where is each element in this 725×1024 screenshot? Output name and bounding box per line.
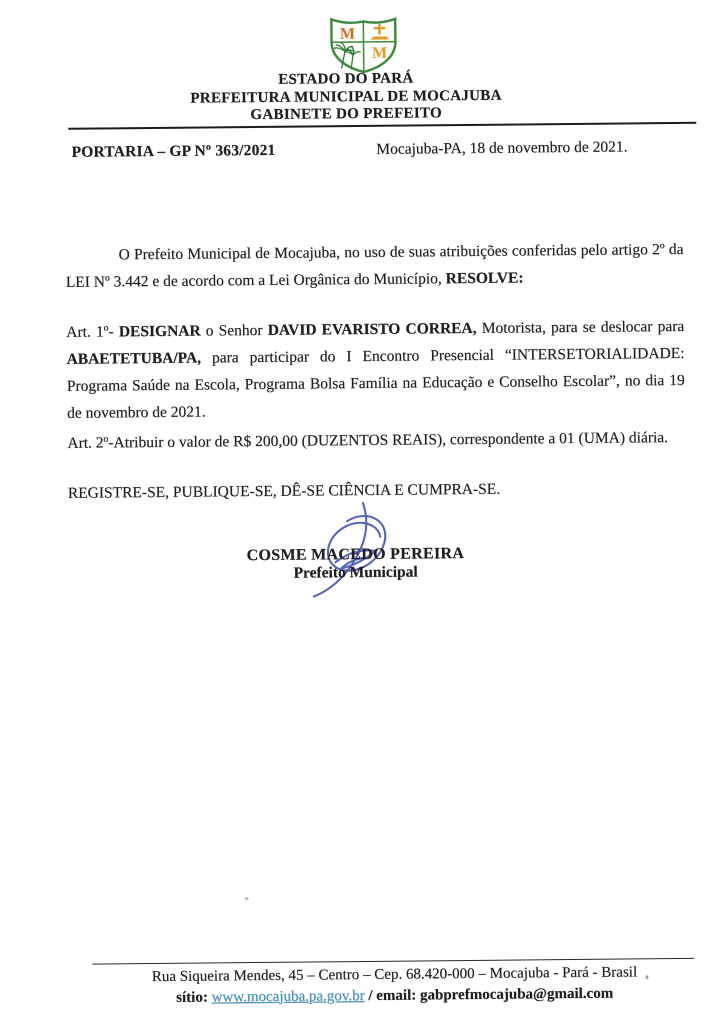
art1-mid1: o Senhor: [200, 321, 268, 340]
footer: [64, 962, 724, 1009]
document-heading-row: [71, 138, 627, 161]
crest-letter-m-top-left: M: [339, 25, 356, 43]
art1-designar: DESIGNAR: [118, 322, 201, 340]
letterhead-office: GABINETE DO PREFEITO: [250, 105, 443, 124]
scan-speck: [245, 897, 249, 900]
crest-letter-m-bottom-right: M: [371, 44, 388, 62]
signature-block: [150, 544, 560, 584]
article-2-paragraph: Art. 2º-Atribuir o valor de R$ 200,00 (DUZENTOS REAIS), correspondente a 01 (UMA) diária.: [67, 428, 669, 452]
intro-text: O Prefeito Municipal de Mocajuba, no uso de suas atribuições conferidas pelo artigo 2º da LEI Nº 3.442 e de acordo com a Lei Orgânica do Município,: [65, 240, 684, 291]
art1-mid2: Motorista, para se deslocar para: [476, 317, 685, 337]
dateline: Mocajuba-PA, 18 de novembro de 2021.: [376, 138, 628, 158]
footer-site-link[interactable]: www.mocajuba.pa.gov.br: [211, 987, 365, 1005]
footer-email: gabprefmocajuba@gmail.com: [419, 985, 614, 1003]
footer-separator: /: [364, 987, 377, 1004]
portaria-number: PORTARIA – GP Nº 363/2021: [71, 141, 276, 161]
letterhead: [66, 68, 626, 126]
municipal-crest-icon: [325, 13, 402, 75]
closing-formula: REGISTRE-SE, PUBLIQUE-SE, DÊ-SE CIÊNCIA E CUMPRA-SE.: [67, 480, 501, 502]
intro-paragraph: [65, 235, 683, 295]
letterhead-municipality: PREFEITURA MUNICIPAL DE MOCAJUBA: [190, 87, 502, 107]
footer-site-label: sítio:: [176, 988, 212, 1006]
resolve-keyword: RESOLVE:: [445, 268, 524, 287]
letterhead-state: ESTADO DO PARÁ: [278, 70, 414, 88]
footer-address: Rua Siqueira Mendes, 45 – Centro – Cep. 68.420-000 – Mocajuba - Pará - Brasil: [151, 964, 638, 986]
signatory-title: Prefeito Municipal: [293, 563, 418, 582]
art1-person-name: DAVID EVARISTO CORREA,: [267, 319, 477, 339]
article-1-paragraph: [66, 312, 685, 426]
art1-destination: ABAETETUBA/PA,: [66, 349, 202, 368]
art1-lead: Art. 1º-: [66, 322, 119, 341]
signatory-name: COSME MACEDO PEREIRA: [246, 545, 465, 565]
footer-email-label: email:: [376, 986, 421, 1004]
art1-rest: para participar do I Encontro Presencial “INTERSETORIALIDADE: Programa Saúde na Escola, Programa Bolsa Família na Educação e Conselho Escolar”, no dia 19 de novembro de 2021.: [66, 344, 685, 422]
